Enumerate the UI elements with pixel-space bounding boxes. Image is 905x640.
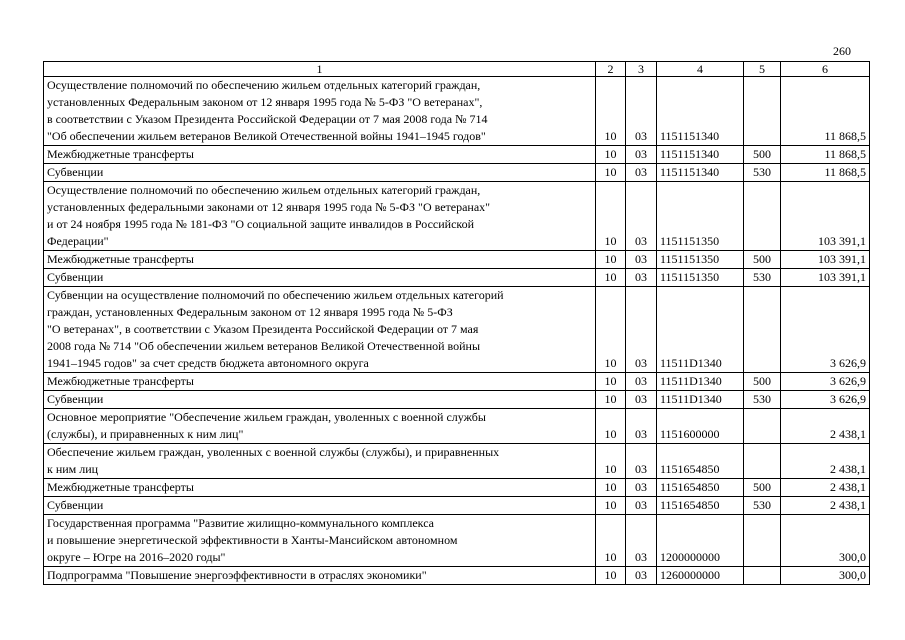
column-header-expense-type: 5 [744, 62, 781, 77]
cell-section: 10 [596, 515, 626, 567]
cell-section: 10 [596, 567, 626, 585]
column-header-name: 1 [44, 62, 596, 77]
cell-subsection: 03 [626, 479, 657, 497]
table-row [44, 164, 870, 182]
cell-amount: 11 868,5 [781, 77, 870, 146]
cell-section: 10 [596, 182, 626, 251]
table-header-row [44, 62, 870, 77]
cell-target-code: 1151600000 [657, 409, 744, 444]
cell-name: Субвенции на осуществление полномочий по обеспечению жильем отдельных категорий граждан, установленных Федеральным законом от 12 января 1995 года № 5-ФЗ "О ветеранах", в соответствии с Указом Президента Российской Федерации от 7 мая 2008 года № 714 "Об обеспечении жильем ветеранов Великой Отечественной войны 1941–1945 годов" за счет средств бюджета автономного округа [44, 287, 596, 373]
cell-target-code: 1151151340 [657, 146, 744, 164]
cell-expense-type: 500 [744, 251, 781, 269]
cell-subsection: 03 [626, 269, 657, 287]
cell-target-code: 1151654850 [657, 497, 744, 515]
cell-target-code: 1151654850 [657, 444, 744, 479]
column-header-section: 2 [596, 62, 626, 77]
cell-target-code: 11511D1340 [657, 287, 744, 373]
cell-name: Осуществление полномочий по обеспечению жильем отдельных категорий граждан, установленных федеральными законами от 12 января 1995 года № 5-ФЗ "О ветеранах" и от 24 ноября 1995 года № 181-ФЗ "О социальной защите инвалидов в Российской Федерации" [44, 182, 596, 251]
cell-expense-type [744, 444, 781, 479]
cell-amount: 2 438,1 [781, 479, 870, 497]
table-row [44, 567, 870, 585]
cell-target-code: 11511D1340 [657, 391, 744, 409]
cell-name: Основное мероприятие "Обеспечение жильем граждан, уволенных с военной службы (службы), и приравненных к ним лиц" [44, 409, 596, 444]
cell-expense-type [744, 409, 781, 444]
cell-subsection: 03 [626, 182, 657, 251]
cell-target-code: 1260000000 [657, 567, 744, 585]
cell-section: 10 [596, 409, 626, 444]
cell-expense-type: 500 [744, 479, 781, 497]
cell-subsection: 03 [626, 444, 657, 479]
cell-subsection: 03 [626, 251, 657, 269]
table-row [44, 409, 870, 444]
table-row [44, 146, 870, 164]
table-row [44, 287, 870, 373]
table-row [44, 373, 870, 391]
cell-name: Обеспечение жильем граждан, уволенных с военной службы (службы), и приравненных к ним лиц [44, 444, 596, 479]
cell-expense-type: 500 [744, 373, 781, 391]
cell-name: Государственная программа "Развитие жилищно-коммунального комплекса и повышение энергетической эффективности в Ханты-Мансийском автономном округе – Югре на 2016–2020 годы" [44, 515, 596, 567]
cell-subsection: 03 [626, 146, 657, 164]
cell-subsection: 03 [626, 77, 657, 146]
cell-amount: 2 438,1 [781, 497, 870, 515]
cell-expense-type: 530 [744, 269, 781, 287]
cell-section: 10 [596, 444, 626, 479]
cell-name: Субвенции [44, 269, 596, 287]
cell-amount: 300,0 [781, 515, 870, 567]
cell-expense-type [744, 182, 781, 251]
cell-section: 10 [596, 373, 626, 391]
cell-subsection: 03 [626, 373, 657, 391]
cell-target-code: 1151151350 [657, 182, 744, 251]
cell-amount: 2 438,1 [781, 409, 870, 444]
cell-expense-type: 530 [744, 497, 781, 515]
cell-name: Межбюджетные трансферты [44, 479, 596, 497]
table-row [44, 251, 870, 269]
cell-expense-type: 530 [744, 391, 781, 409]
cell-subsection: 03 [626, 515, 657, 567]
cell-section: 10 [596, 251, 626, 269]
cell-expense-type: 530 [744, 164, 781, 182]
budget-table [43, 61, 870, 585]
table-row [44, 515, 870, 567]
cell-section: 10 [596, 77, 626, 146]
table-row [44, 391, 870, 409]
column-header-target-code: 4 [657, 62, 744, 77]
cell-amount: 103 391,1 [781, 182, 870, 251]
cell-amount: 103 391,1 [781, 251, 870, 269]
cell-section: 10 [596, 164, 626, 182]
cell-target-code: 1151151340 [657, 77, 744, 146]
cell-expense-type [744, 77, 781, 146]
cell-section: 10 [596, 287, 626, 373]
cell-expense-type: 500 [744, 146, 781, 164]
cell-subsection: 03 [626, 287, 657, 373]
table-row [44, 497, 870, 515]
table-row [44, 479, 870, 497]
cell-amount: 2 438,1 [781, 444, 870, 479]
cell-subsection: 03 [626, 409, 657, 444]
cell-subsection: 03 [626, 567, 657, 585]
column-header-amount: 6 [781, 62, 870, 77]
cell-name: Подпрограмма "Повышение энергоэффективности в отраслях экономики" [44, 567, 596, 585]
cell-section: 10 [596, 391, 626, 409]
cell-subsection: 03 [626, 497, 657, 515]
cell-name: Осуществление полномочий по обеспечению жильем отдельных категорий граждан, установленных Федеральным законом от 12 января 1995 года № 5-ФЗ "О ветеранах", в соответствии с Указом Президента Российской Федерации от 7 мая 2008 года № 714 "Об обеспечении жильем ветеранов Великой Отечественной войны 1941–1945 годов" [44, 77, 596, 146]
cell-section: 10 [596, 497, 626, 515]
cell-name: Субвенции [44, 497, 596, 515]
cell-amount: 11 868,5 [781, 164, 870, 182]
cell-section: 10 [596, 479, 626, 497]
cell-amount: 3 626,9 [781, 373, 870, 391]
table-row [44, 269, 870, 287]
cell-expense-type [744, 567, 781, 585]
cell-target-code: 11511D1340 [657, 373, 744, 391]
page-number: 260 [833, 44, 851, 58]
table-row [44, 444, 870, 479]
cell-name: Межбюджетные трансферты [44, 146, 596, 164]
cell-name: Субвенции [44, 391, 596, 409]
cell-target-code: 1151151350 [657, 269, 744, 287]
cell-subsection: 03 [626, 391, 657, 409]
cell-name: Субвенции [44, 164, 596, 182]
cell-target-code: 1151151350 [657, 251, 744, 269]
cell-expense-type [744, 515, 781, 567]
cell-section: 10 [596, 269, 626, 287]
table-row [44, 77, 870, 146]
cell-target-code: 1151654850 [657, 479, 744, 497]
cell-name: Межбюджетные трансферты [44, 373, 596, 391]
cell-target-code: 1200000000 [657, 515, 744, 567]
cell-amount: 300,0 [781, 567, 870, 585]
cell-section: 10 [596, 146, 626, 164]
cell-subsection: 03 [626, 164, 657, 182]
cell-target-code: 1151151340 [657, 164, 744, 182]
cell-expense-type [744, 287, 781, 373]
cell-amount: 3 626,9 [781, 391, 870, 409]
cell-name: Межбюджетные трансферты [44, 251, 596, 269]
cell-amount: 11 868,5 [781, 146, 870, 164]
cell-amount: 103 391,1 [781, 269, 870, 287]
table-row [44, 182, 870, 251]
cell-amount: 3 626,9 [781, 287, 870, 373]
column-header-subsection: 3 [626, 62, 657, 77]
